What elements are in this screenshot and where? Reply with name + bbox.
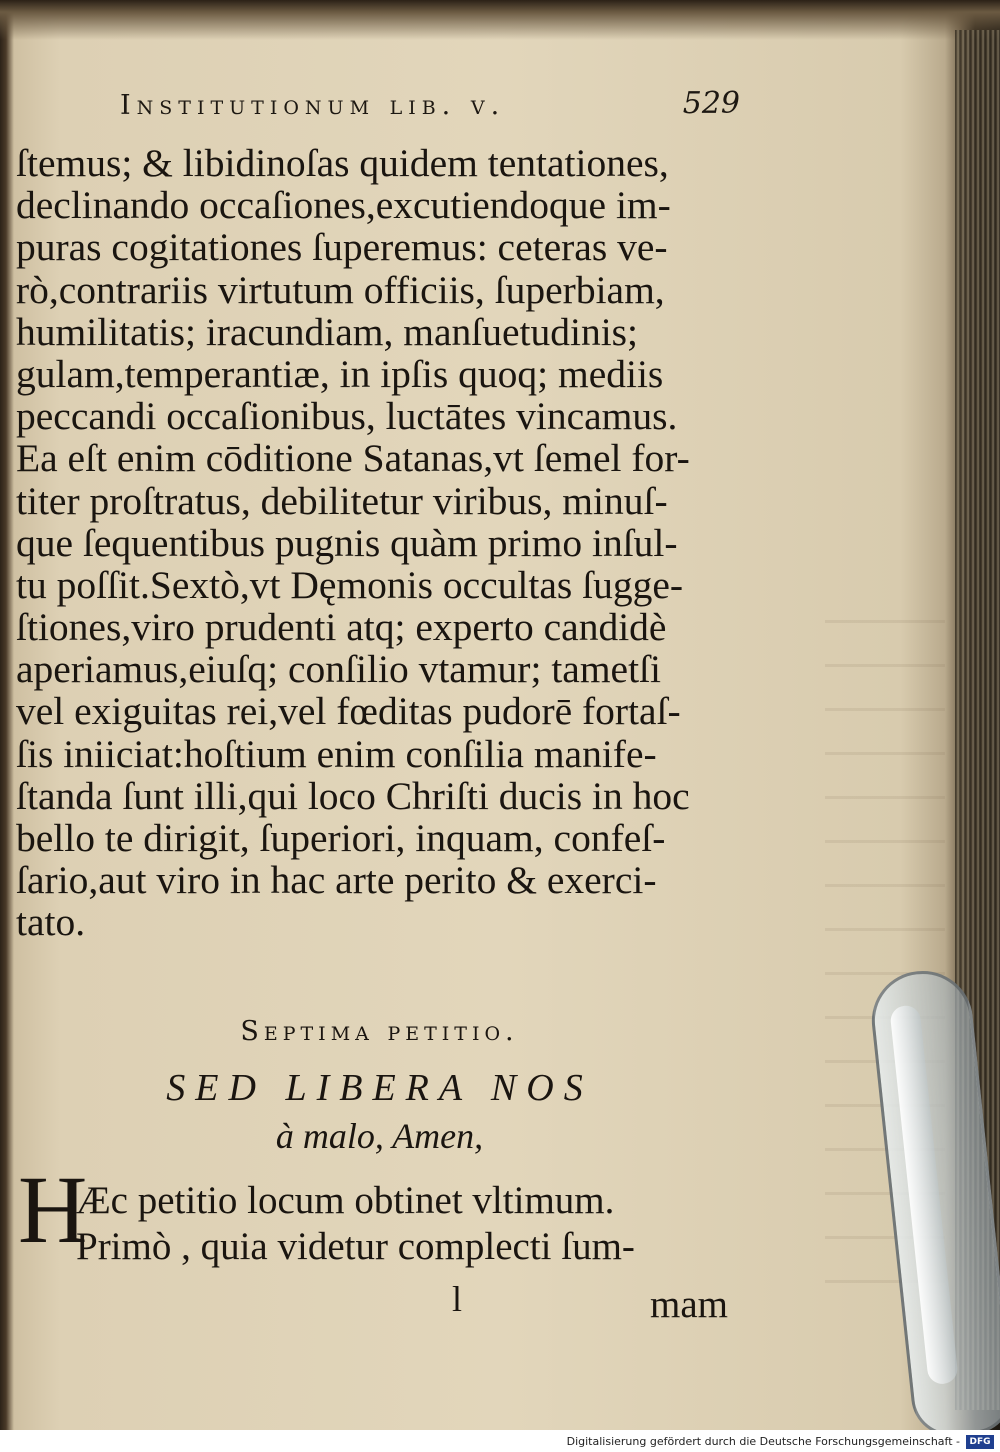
text-line: vel exiguitas rei,vel fœditas pudorē fortaſ- — [16, 689, 681, 734]
text-line: aperiamus,eiuſq; conſilio vtamur; tametſi — [16, 647, 661, 692]
section-title: Septima petitio. — [240, 1016, 519, 1047]
signature-mark: l — [452, 1279, 463, 1319]
dfg-logo-icon: DFG — [966, 1435, 994, 1449]
text-line: puras cogitationes ſuperemus: ceteras ve- — [16, 225, 668, 270]
text-line: tu poſſit.Sextò,vt Dęmonis occultas ſugge- — [16, 562, 684, 607]
catchword: mam — [650, 1283, 728, 1326]
body-text — [16, 142, 751, 944]
funding-credit: Digitalisierung gefördert durch die Deutsche Forschungsgemeinschaft - — [566, 1435, 960, 1448]
text-line: ſario,aut viro in hac arte perito & exerci- — [16, 858, 657, 903]
text-line: bello te dirigit, ſuperiori, inquam, confeſ- — [16, 816, 666, 860]
text-line: gulam,temperantiæ, in ipſis quoq; mediis — [16, 351, 664, 396]
text-line: que ſequentibus pugnis quàm primo inſul- — [16, 520, 678, 565]
text-line: ſis iniiciat:hoſtium enim conſilia manife- — [16, 731, 657, 776]
text-line: Primò , quia videtur complecti ſum- — [76, 1225, 635, 1268]
text-line: rò,contrariis virtutum officiis, ſuperbiam, — [16, 267, 665, 312]
book-page — [12, 20, 957, 1420]
text-line: ſtanda ſunt illi,qui loco Chriſti ducis in hoc — [16, 773, 690, 818]
text-line: Ea eſt enim cōditione Satanas,vt ſemel for- — [16, 436, 690, 481]
text-line: ſtemus; & libidinoſas quidem tentationes, — [16, 141, 669, 185]
prayer-heading-line-1: SED LIBERA NOS — [166, 1067, 593, 1109]
text-line: humilitatis; iracundiam, manſuetudinis; — [16, 309, 639, 354]
footer-bar — [0, 1430, 1000, 1452]
text-line: ſtiones,viro prudenti atq; experto candidè — [16, 605, 667, 650]
running-title: Institutionum lib. v. — [120, 90, 506, 121]
text-line: peccandi occaſionibus, luctātes vincamus. — [16, 394, 678, 439]
text-line: declinando occaſiones,excutiendoque im- — [16, 183, 671, 228]
page-number: 529 — [682, 86, 740, 121]
prayer-heading-line-2: à malo, Amen, — [275, 1116, 484, 1156]
text-line: tato. — [16, 900, 86, 945]
paragraph-two — [76, 1178, 751, 1270]
running-head — [120, 82, 740, 130]
drop-initial: H — [18, 1156, 88, 1263]
text-line: Æc petitio locum obtinet vltimum. — [76, 1179, 615, 1222]
text-line: titer proſtratus, debilitetur viribus, minuſ- — [16, 478, 668, 523]
